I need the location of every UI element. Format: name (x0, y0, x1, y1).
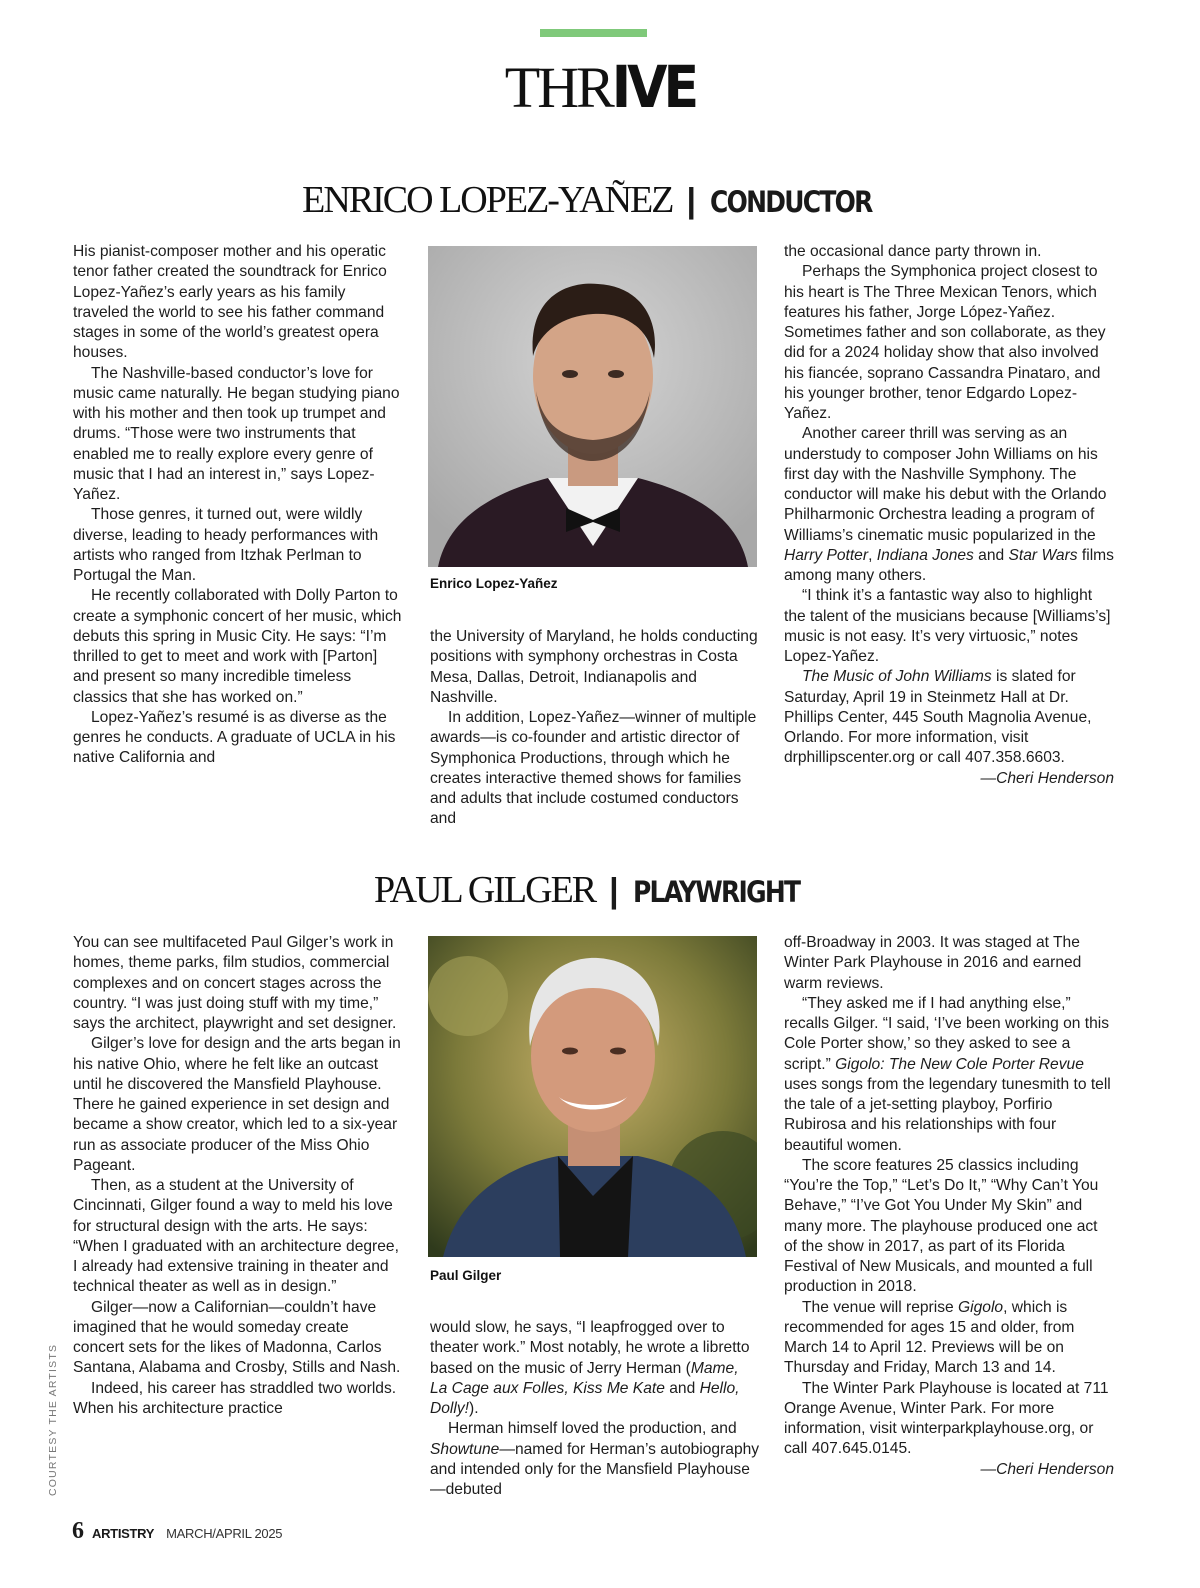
article1-name: ENRICO LOPEZ-YAÑEZ (302, 179, 673, 221)
text-run: is slated for Saturday, April 19 in Steinmetz Hall at Dr. Phillips Center, 445 South Magnolia Avenue, Orlando. For more information, visit drphillipscenter.org or call 407.358.6603. (784, 668, 1092, 767)
concert-title: The Music of John Williams (802, 668, 992, 686)
photo-credit-text: COURTESY THE ARTISTS (47, 1343, 59, 1496)
show-title: Hello, Dolly! (430, 1379, 740, 1417)
show-title: Gigolo: The New Cole Porter Revue (835, 1055, 1084, 1073)
article1-heading (0, 178, 1200, 229)
article1-col2-p2: In addition, Lopez-Yañez—winner of multiple awards—is co-founder and artistic director of Symphonica Productions, through which he creates interactive themed shows for families and adults that include costumed conductors and (430, 709, 757, 828)
masthead-thin: THR (504, 55, 612, 120)
show-title: Showtune (430, 1440, 500, 1458)
article2-name: PAUL GILGER (373, 869, 596, 911)
article1-col3-p1: the occasional dance party thrown in. (784, 243, 1042, 260)
article2-heading (0, 868, 1200, 919)
article1-role: CONDUCTOR (710, 185, 872, 219)
page-number: 6 (72, 1518, 84, 1544)
text-run: would slow, he says, “I leapfrogged over to theater work.” Most notably, he wrote a libretto based on the music of Jerry Herman ( (430, 1319, 750, 1377)
text-run: Another career thrill was serving as an understudy to composer John Williams on his first day with the Nashville Symphony. The conductor will make his debut with the Orlando Philharmonic Orchestra leading a program of Williams’s cinematic music popularized in the (784, 425, 1107, 544)
issue-date: MARCH/APRIL 2025 (166, 1526, 283, 1541)
article2-column-1 (73, 933, 403, 1419)
text-run: , (868, 546, 877, 564)
article2-col3-p2 (784, 994, 1114, 1156)
text-run: and (664, 1379, 700, 1397)
article1-col1-p5: Lopez-Yañez’s resumé is as diverse as the genres he conducts. A graduate of UCLA in his native California and (73, 708, 396, 767)
text-run: and (973, 546, 1009, 564)
masthead-bold: IVE (611, 53, 696, 121)
article2-column-3 (784, 933, 1114, 1480)
paul-portrait-illustration (428, 936, 757, 1257)
article2-role: PLAYWRIGHT (632, 875, 799, 909)
show-title: Gigolo (958, 1298, 1004, 1316)
article1-col3-p5 (784, 667, 1114, 768)
article1-col2-p1: the University of Maryland, he holds conducting positions with symphony orchestras in Costa Mesa, Dallas, Detroit, Indianapolis and Nashville. (430, 628, 758, 706)
article1-col1-p4: He recently collaborated with Dolly Parton to create a symphonic concert of her music, which debuts this spring in Music City. He says: “I’m thrilled to get to meet and work with [Parton] and present so many incredible timeless classics that she has worked on.” (73, 587, 402, 706)
text-run: “They asked me if I had anything else,” recalls Gilger. “I said, ‘I’ve been working on this Cole Porter show,’ so they asked to see a script.” (784, 994, 1110, 1073)
article2-col1-p1: You can see multifaceted Paul Gilger’s work in homes, theme parks, film studios, commercial complexes and on concert stages across the country. “I was just doing stuff with my time,” says the architect, playwright and set designer. (73, 934, 397, 1032)
photo-credit (47, 1343, 61, 1496)
article2-col1-p2: Gilger’s love for design and the arts began in his native Ohio, where he felt like an outcast until he discovered the Mansfield Playhouse. There he gained experience in set design and became a show creator, which led to a six-year run as associate producer of the Miss Ohio Pageant. (73, 1035, 401, 1174)
article2-col2-p2 (430, 1419, 760, 1500)
article1-col3-p3 (784, 424, 1114, 586)
page-footer (72, 1518, 282, 1545)
article2-col3-p5: The Winter Park Playhouse is located at 711 Orange Avenue, Winter Park. For more information, visit winterparkplayhouse.org, or call 407.645.0145. (784, 1379, 1109, 1458)
article1-column-3 (784, 242, 1114, 789)
article1-col3-p4: “I think it’s a fantastic way also to highlight the talent of the musicians because [Williams’s] music is not easy. It’s very virtuosic,” notes Lopez-Yañez. (784, 587, 1111, 665)
article2-col3-p4 (784, 1298, 1114, 1379)
text-run: The venue will reprise (802, 1298, 959, 1316)
portrait-photo (428, 246, 757, 567)
film-title: Harry Potter (784, 546, 869, 564)
publication-name: ARTISTRY (92, 1526, 155, 1541)
film-title: Star Wars (1008, 546, 1078, 564)
section-masthead (0, 52, 1200, 123)
enrico-portrait-illustration (428, 246, 757, 567)
text-run: —named for Herman’s autobiography and intended only for the Mansfield Playhouse—debuted (430, 1440, 760, 1498)
article2-column-2 (430, 1318, 760, 1500)
article2-separator: | (609, 872, 619, 910)
text-run: ). (469, 1400, 479, 1417)
article1-author-signature: —Cheri Henderson (980, 769, 1114, 787)
article1-separator: | (686, 182, 696, 220)
article2-author-signature: —Cheri Henderson (980, 1460, 1114, 1478)
portrait-photo (428, 936, 757, 1257)
article2-col3-p1: off-Broadway in 2003. It was staged at The Winter Park Playhouse in 2016 and earned warm reviews. (784, 934, 1082, 992)
article1-col1-p3: Those genres, it turned out, were wildly diverse, leading to heady performances with artists who ranged from Itzhak Perlman to Portugal the Man. (73, 506, 379, 584)
text-run: films among many others. (784, 546, 1114, 584)
article1-col1-p1: His pianist-composer mother and his operatic tenor father created the soundtrack for Enrico Lopez-Yañez’s early years as his family traveled the world to see his father command stages in some of the world’s greatest opera houses. (73, 243, 387, 362)
article2-col1-p4: Gilger—now a Californian—couldn’t have imagined that he would someday create concert sets for the likes of Madonna, Carlos Santana, Alabama and Crosby, Stills and Nash. (73, 1298, 401, 1377)
photo-caption: Paul Gilger (430, 1268, 502, 1283)
photo-caption: Enrico Lopez-Yañez (430, 576, 558, 591)
article1-col3-p2: Perhaps the Symphonica project closest to his heart is The Three Mexican Tenors, which features his father, Jorge López-Yañez. Sometimes father and son collaborate, as they did for a 2024 holiday show that also involved his fiancée, soprano Cassandra Pinataro, and his younger brother, tenor Edgardo Lopez-Yañez. (784, 263, 1106, 422)
accent-bar (540, 29, 647, 37)
article2-col2-p1 (430, 1318, 760, 1419)
film-title: Indiana Jones (876, 546, 974, 564)
text-run: Herman himself loved the production, and (448, 1420, 737, 1438)
article1-col1-p2: The Nashville-based conductor’s love for music came naturally. He began studying piano with his mother and then took up trumpet and drums. “Those were two instruments that enabled me to really explore every genre of music that I had an interest in,” says Lopez-Yañez. (73, 364, 400, 503)
article1-column-1 (73, 242, 403, 769)
text-run: uses songs from the legendary tunesmith to tell the tale of a jet-setting playboy, Porfirio Rubirosa and his relationships with four beautiful women. (784, 1075, 1111, 1154)
article2-col1-p5: Indeed, his career has straddled two worlds. When his architecture practice (73, 1379, 397, 1417)
show-title: Mame, La Cage aux Folles, Kiss Me Kate (430, 1359, 739, 1397)
text-run: , which is recommended for ages 15 and older, from March 14 to April 12. Previews will be on Thursday and Friday, March 13 and 14. (784, 1298, 1075, 1377)
article1-column-2 (430, 627, 760, 830)
article2-col1-p3: Then, as a student at the University of Cincinnati, Gilger found a way to meld his love for structural design with the arts. He says: “When I graduated with an architecture degree, I already had extensive training in theater and technical theater as well as in design.” (73, 1177, 399, 1296)
article2-col3-p3: The score features 25 classics including “You’re the Top,” “Let’s Do It,” “Why Can’t You Behave,” “I’ve Got You Under My Skin” and many more. The playhouse produced one act of the show in 2017, as part of its Florida Festival of New Musicals, and mounted a full production in 2018. (784, 1156, 1099, 1296)
